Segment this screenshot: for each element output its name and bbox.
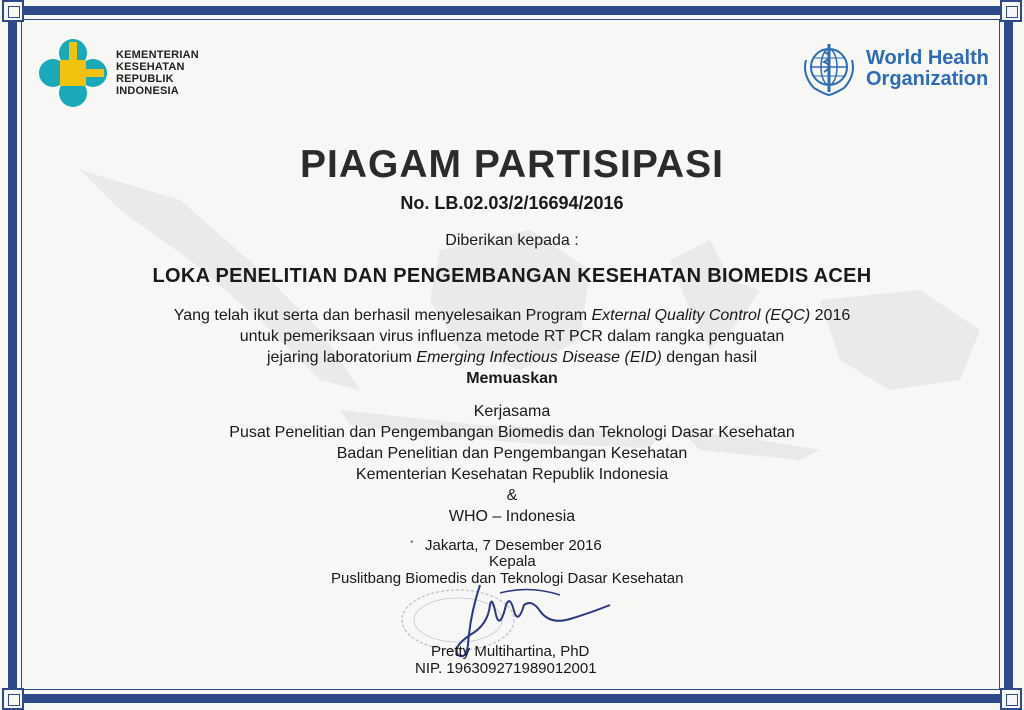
certificate-title: PIAGAM PARTISIPASI xyxy=(300,143,724,186)
signer-organization: Puslitbang Biomedis dan Teknologi Dasar Kesehatan xyxy=(331,570,684,587)
cooperation-line: Kementerian Kesehatan Republik Indonesia xyxy=(355,466,669,483)
body-line-3 xyxy=(0,349,1024,367)
kemenkes-wordmark xyxy=(116,49,199,97)
signer-role: Kepala xyxy=(489,553,536,570)
cooperation-ampersand: & xyxy=(506,487,518,504)
body-text: dengan hasil xyxy=(661,349,758,366)
network-name: Emerging Infectious Disease (EID) xyxy=(416,349,662,366)
who-line: World Health xyxy=(866,47,989,69)
kemenkes-line: INDONESIA xyxy=(116,85,179,97)
ink-dot: • xyxy=(410,537,414,548)
recipient-name: LOKA PENELITIAN DAN PENGEMBANGAN KESEHATAN BIOMEDIS ACEH xyxy=(152,265,872,287)
kemenkes-emblem-icon xyxy=(38,38,108,108)
signer-nip: NIP. 196309271989012001 xyxy=(415,660,597,677)
cooperation-heading: Kerjasama xyxy=(473,403,551,420)
body-line-2: untuk pemeriksaan virus influenza metode RT PCR dalam rangka penguatan xyxy=(239,328,785,345)
body-text: Yang telah ikut serta dan berhasil menyelesaikan Program xyxy=(173,307,592,324)
given-to-label: Diberikan kepada : xyxy=(445,232,579,249)
kemenkes-logo xyxy=(38,38,199,108)
certificate-number: No. LB.02.03/2/16694/2016 xyxy=(400,193,624,213)
body-line-1 xyxy=(0,307,1024,325)
corner-ornament xyxy=(2,0,24,22)
who-logo xyxy=(798,40,989,98)
kemenkes-line: KEMENTERIAN xyxy=(116,49,199,61)
program-name: External Quality Control (EQC) xyxy=(591,307,811,324)
body-text: jejaring laboratorium xyxy=(266,349,417,366)
body-text: 2016 xyxy=(810,307,851,324)
corner-ornament xyxy=(2,688,24,710)
corner-ornament xyxy=(1000,0,1022,22)
kemenkes-line: REPUBLIK xyxy=(116,73,174,85)
who-emblem-icon xyxy=(798,40,860,98)
place-date: Jakarta, 7 Desember 2016 xyxy=(425,537,602,554)
signer-name: Pretty Multihartina, PhD xyxy=(431,643,590,660)
cooperation-line: WHO – Indonesia xyxy=(448,508,576,525)
kemenkes-line: KESEHATAN xyxy=(116,61,185,73)
who-line: Organization xyxy=(866,68,989,90)
cooperation-line: Pusat Penelitian dan Pengembangan Biomedis dan Teknologi Dasar Kesehatan xyxy=(229,424,795,441)
who-wordmark xyxy=(866,48,989,90)
cooperation-line: Badan Penelitian dan Pengembangan Kesehatan xyxy=(336,445,688,462)
corner-ornament xyxy=(1000,688,1022,710)
result-text: Memuaskan xyxy=(466,370,558,387)
